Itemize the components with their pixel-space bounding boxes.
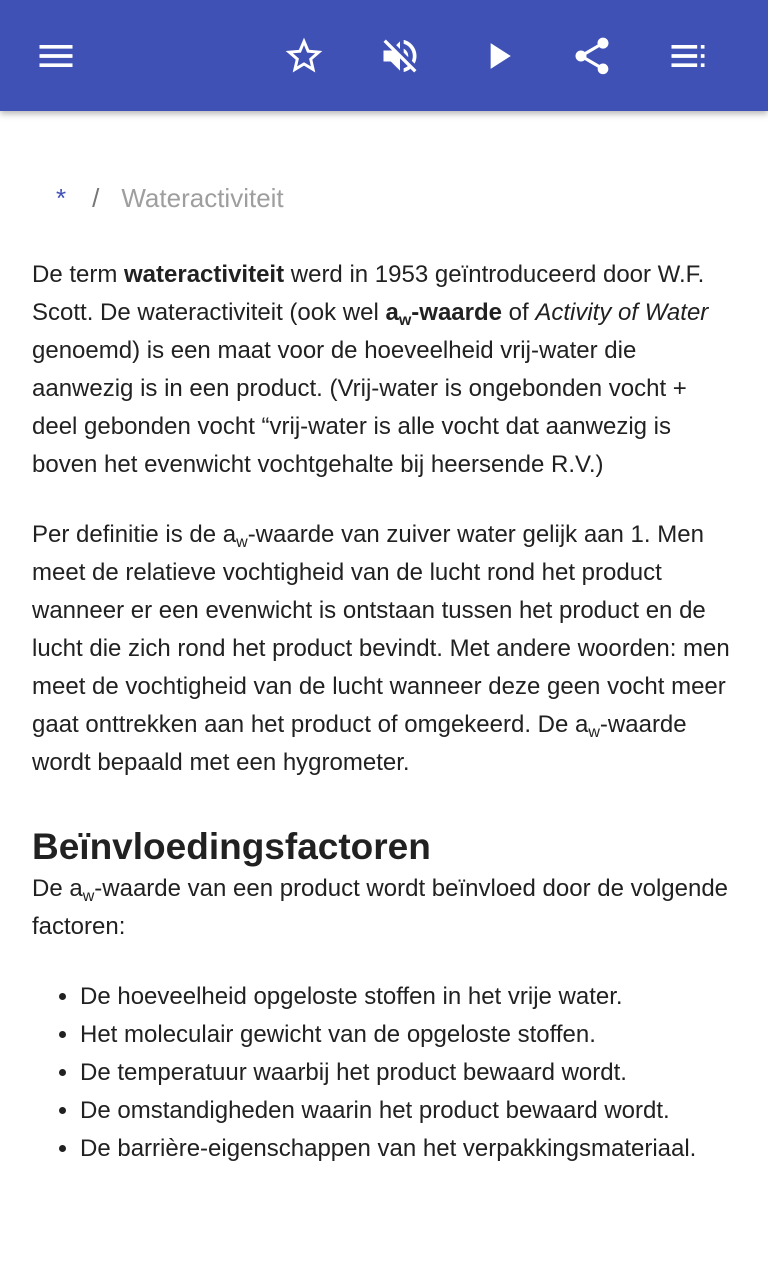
italic-term: Activity of Water — [535, 299, 709, 326]
paragraph-factors-intro — [32, 870, 736, 946]
subscript: w — [588, 724, 600, 741]
menu-button[interactable] — [28, 28, 84, 84]
text: a — [385, 299, 399, 326]
text: De a — [32, 875, 83, 902]
paragraph-measurement — [32, 516, 736, 782]
bold-term: wateractiviteit — [124, 261, 285, 288]
contents-button[interactable] — [660, 28, 716, 84]
article-content — [32, 170, 736, 1168]
subscript: w — [236, 534, 248, 551]
text: -waarde wordt bepaald met een hygrometer. — [32, 711, 687, 776]
list-item: • De omstandigheden waarin het product bewaard wordt. — [80, 1092, 736, 1130]
text: De term — [32, 261, 125, 288]
list-item: • Het moleculair gewicht van de opgeloste stoffen. — [80, 1016, 736, 1054]
list-item: • De temperatuur waarbij het product bewaard wordt. — [80, 1054, 736, 1092]
breadcrumb — [32, 170, 736, 226]
list-item: • De barrière-eigenschappen van het verpakkingsmateriaal. — [80, 1130, 736, 1168]
list-icon — [666, 34, 710, 78]
text: -waarde van zuiver water gelijk aan 1. Men meet de relatieve vochtigheid van de lucht rond het product wanneer er een evenwicht is ontstaan tussen het product en de lucht die zich rond het product bevindt. Met andere woorden: men meet de vochtigheid van de lucht wanneer deze geen vocht meer gaat onttrekken aan het product of omgekeerd. De a — [32, 521, 730, 738]
paragraph-definition — [32, 256, 736, 484]
play-icon — [476, 34, 520, 78]
section-heading: Beïnvloedingsfactoren — [32, 826, 431, 867]
subscript: w — [398, 312, 412, 329]
text: genoemd) is een maat voor de hoeveelheid vrij-water die aanwezig is in een product. (Vrij-water is ongebonden vocht + deel gebonden vocht “vrij-water is alle vocht dat aanwezig is boven het evenwicht vochtgehalte bij heersende R.V.) — [32, 337, 687, 478]
share-button[interactable] — [564, 28, 620, 84]
text: -waarde van een product wordt beïnvloed door de volgende factoren: — [32, 875, 729, 940]
text: -waarde — [411, 299, 502, 326]
play-button[interactable] — [470, 28, 526, 84]
star-outline-icon — [282, 34, 326, 78]
factors-list — [32, 978, 736, 1168]
favorite-button[interactable] — [276, 28, 332, 84]
text: of — [501, 299, 536, 326]
menu-icon — [34, 34, 78, 78]
breadcrumb-current: Wateractiviteit — [121, 183, 284, 213]
share-icon — [570, 34, 614, 78]
breadcrumb-separator: / — [92, 183, 100, 213]
breadcrumb-home-link[interactable]: * — [56, 183, 67, 213]
bold-term-aw — [385, 299, 502, 329]
app-toolbar — [0, 0, 768, 111]
text: werd in 1953 geïntroduceerd door W.F. Scott. De wateractiviteit (ook wel — [32, 261, 705, 326]
subscript: w — [82, 888, 95, 905]
list-item: • De hoeveelheid opgeloste stoffen in het vrije water. — [80, 978, 736, 1016]
mute-button[interactable] — [372, 28, 428, 84]
text: Per definitie is de a — [32, 521, 237, 548]
volume-off-icon — [378, 34, 422, 78]
